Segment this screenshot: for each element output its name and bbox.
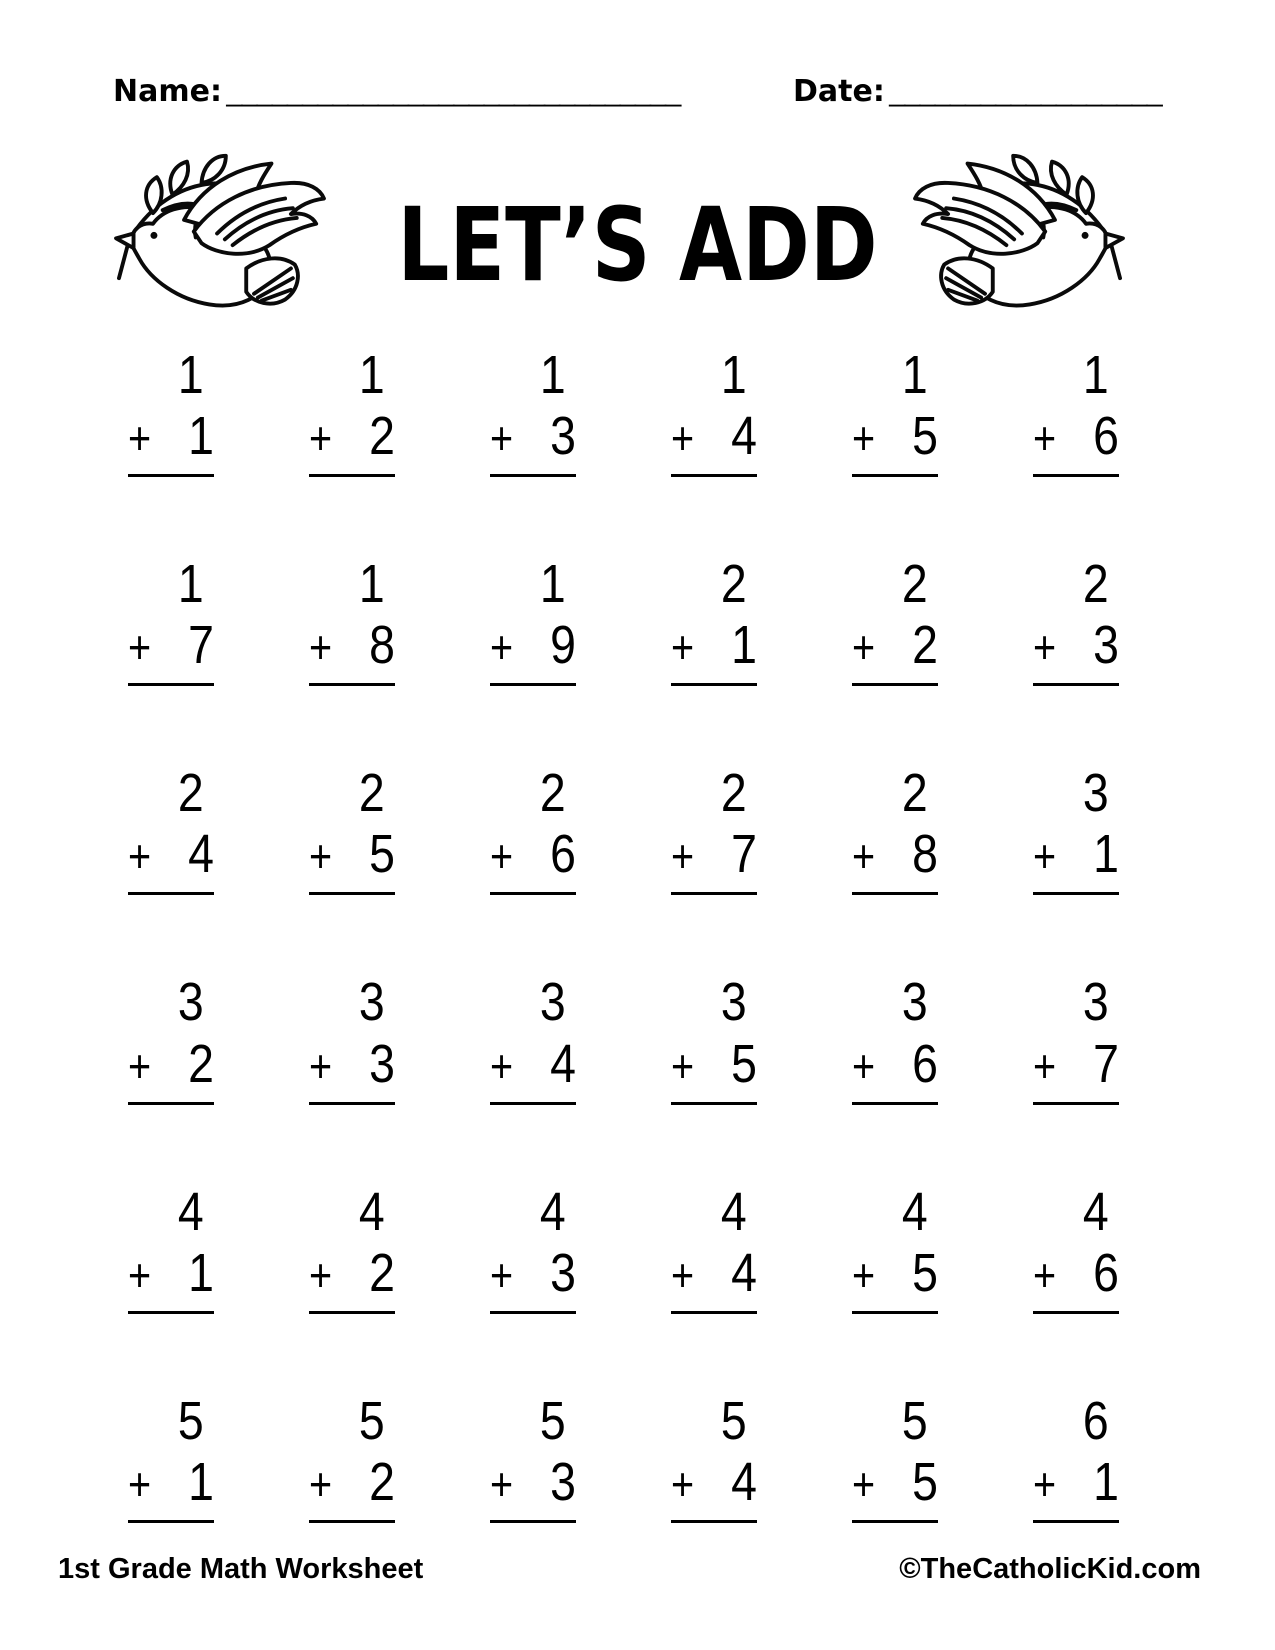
plus-sign: + [308, 830, 332, 883]
bottom-addend: 4 [730, 1242, 757, 1303]
answer-blank [1033, 477, 1119, 499]
plus-sign: + [127, 1039, 151, 1092]
answer-blank [128, 1523, 214, 1545]
addition-problem [489, 1181, 576, 1336]
bottom-addend: 1 [1092, 1451, 1119, 1512]
bottom-addend: 3 [549, 1242, 576, 1303]
addition-problem [851, 763, 938, 917]
addition-problem [308, 1181, 395, 1336]
top-addend: 3 [358, 972, 385, 1033]
addition-problem [127, 972, 214, 1126]
answer-blank [309, 1523, 395, 1545]
bottom-addend: 7 [1092, 1033, 1119, 1094]
addition-problem [1032, 1181, 1119, 1336]
answer-blank [309, 1105, 395, 1127]
top-addend: 2 [177, 763, 204, 824]
plus-sign: + [127, 621, 151, 674]
top-addend: 1 [358, 554, 385, 615]
addition-problem [127, 554, 214, 708]
addition-problem [1032, 763, 1119, 917]
bottom-addend: 2 [187, 1033, 214, 1094]
answer-blank [671, 1523, 757, 1545]
addition-problem [127, 763, 214, 917]
plus-sign: + [489, 830, 513, 883]
answer-blank [852, 895, 938, 917]
addition-problem [308, 972, 395, 1126]
top-addend: 1 [177, 554, 204, 615]
top-addend: 5 [901, 1390, 928, 1451]
top-addend: 4 [720, 1181, 747, 1242]
plus-sign: + [1032, 1457, 1056, 1510]
answer-blank [1033, 686, 1119, 708]
footer-copyright: ©TheCatholicKid.com [899, 1553, 1201, 1585]
answer-blank [1033, 1314, 1119, 1336]
answer-blank [490, 686, 576, 708]
bottom-addend: 2 [368, 406, 395, 467]
name-blank-line: ______________________________ [226, 76, 681, 108]
name-field [113, 74, 680, 109]
plus-sign: + [1032, 1248, 1056, 1301]
answer-blank [852, 1105, 938, 1127]
plus-sign: + [1032, 830, 1056, 883]
top-addend: 2 [358, 763, 385, 824]
answer-blank [309, 477, 395, 499]
bottom-addend: 6 [549, 824, 576, 885]
answer-blank [309, 895, 395, 917]
answer-blank [128, 477, 214, 499]
bottom-addend: 4 [549, 1033, 576, 1094]
addition-problem [489, 972, 576, 1126]
bottom-addend: 9 [549, 615, 576, 676]
top-addend: 3 [1082, 763, 1109, 824]
answer-blank [128, 895, 214, 917]
top-addend: 2 [1082, 554, 1109, 615]
bottom-addend: 1 [187, 1451, 214, 1512]
addition-problem [851, 1390, 938, 1545]
bottom-addend: 1 [187, 1242, 214, 1303]
top-addend: 1 [358, 345, 385, 405]
plus-sign: + [851, 1039, 875, 1092]
plus-sign: + [670, 1039, 694, 1092]
top-addend: 2 [901, 763, 928, 824]
addition-problem [127, 1390, 214, 1545]
bottom-addend: 4 [730, 1451, 757, 1512]
bottom-addend: 6 [1092, 1242, 1119, 1303]
top-addend: 1 [539, 345, 566, 405]
bottom-addend: 5 [911, 1242, 938, 1303]
plus-sign: + [127, 830, 151, 883]
answer-blank [671, 477, 757, 499]
answer-blank [671, 686, 757, 708]
plus-sign: + [670, 621, 694, 674]
answer-blank [852, 686, 938, 708]
addition-problem [670, 1181, 757, 1336]
bottom-addend: 3 [549, 406, 576, 467]
top-addend: 3 [901, 972, 928, 1033]
addition-problem [127, 345, 214, 499]
answer-blank [852, 1314, 938, 1336]
top-addend: 1 [1082, 345, 1109, 405]
answer-blank [671, 1314, 757, 1336]
bottom-addend: 8 [368, 615, 395, 676]
name-label: Name: [113, 74, 222, 109]
addition-problem [489, 1390, 576, 1545]
top-addend: 5 [539, 1390, 566, 1451]
plus-sign: + [308, 1457, 332, 1510]
plus-sign: + [489, 412, 513, 465]
bottom-addend: 1 [187, 406, 214, 467]
top-addend: 1 [539, 554, 566, 615]
bottom-addend: 6 [1092, 406, 1119, 467]
addition-problem [1032, 554, 1119, 708]
plus-sign: + [489, 1248, 513, 1301]
plus-sign: + [489, 1457, 513, 1510]
addition-problem [1032, 345, 1119, 499]
plus-sign: + [308, 412, 332, 465]
top-addend: 4 [901, 1181, 928, 1242]
bottom-addend: 1 [1092, 824, 1119, 885]
bottom-addend: 1 [730, 615, 757, 676]
bottom-addend: 4 [730, 406, 757, 467]
bottom-addend: 2 [368, 1451, 395, 1512]
addition-problem [1032, 972, 1119, 1126]
addition-problem [670, 345, 757, 499]
addition-problem [308, 1390, 395, 1545]
answer-blank [671, 1105, 757, 1127]
addition-problem [851, 554, 938, 708]
answer-blank [1033, 895, 1119, 917]
addition-problem [308, 345, 395, 499]
top-addend: 2 [720, 763, 747, 824]
bottom-addend: 7 [187, 615, 214, 676]
plus-sign: + [851, 1248, 875, 1301]
top-addend: 1 [720, 345, 747, 405]
addition-problem [670, 972, 757, 1126]
top-addend: 5 [358, 1390, 385, 1451]
top-addend: 3 [177, 972, 204, 1033]
addition-problem [489, 763, 576, 917]
plus-sign: + [489, 621, 513, 674]
plus-sign: + [308, 1248, 332, 1301]
plus-sign: + [851, 412, 875, 465]
bottom-addend: 7 [730, 824, 757, 885]
answer-blank [309, 1314, 395, 1336]
addition-problem [308, 763, 395, 917]
answer-blank [128, 686, 214, 708]
plus-sign: + [670, 412, 694, 465]
plus-sign: + [1032, 621, 1056, 674]
top-addend: 3 [720, 972, 747, 1033]
plus-sign: + [670, 1457, 694, 1510]
plus-sign: + [127, 412, 151, 465]
bottom-addend: 5 [368, 824, 395, 885]
date-label: Date: [793, 74, 885, 109]
addition-problem [851, 972, 938, 1126]
top-addend: 5 [177, 1390, 204, 1451]
bottom-addend: 3 [549, 1451, 576, 1512]
top-addend: 1 [901, 345, 928, 405]
addition-problem [670, 1390, 757, 1545]
top-addend: 1 [177, 345, 204, 405]
answer-blank [309, 686, 395, 708]
top-addend: 4 [1082, 1181, 1109, 1242]
bottom-addend: 5 [911, 406, 938, 467]
plus-sign: + [127, 1457, 151, 1510]
addition-problem [489, 554, 576, 708]
dove-with-olive-branch-mirrored-icon [905, 148, 1133, 318]
bottom-addend: 8 [911, 824, 938, 885]
addition-problem [670, 763, 757, 917]
plus-sign: + [489, 1039, 513, 1092]
top-addend: 4 [177, 1181, 204, 1242]
bottom-addend: 4 [187, 824, 214, 885]
answer-blank [490, 1314, 576, 1336]
answer-blank [1033, 1523, 1119, 1545]
top-addend: 3 [1082, 972, 1109, 1033]
addition-problem [670, 554, 757, 708]
plus-sign: + [1032, 1039, 1056, 1092]
problems-grid [80, 345, 1166, 1545]
answer-blank [128, 1314, 214, 1336]
bottom-addend: 6 [911, 1033, 938, 1094]
answer-blank [490, 895, 576, 917]
addition-problem [308, 554, 395, 708]
addition-problem [851, 1181, 938, 1336]
top-addend: 2 [901, 554, 928, 615]
top-addend: 4 [539, 1181, 566, 1242]
answer-blank [128, 1105, 214, 1127]
plus-sign: + [670, 1248, 694, 1301]
top-addend: 2 [539, 763, 566, 824]
plus-sign: + [670, 830, 694, 883]
plus-sign: + [851, 830, 875, 883]
bottom-addend: 5 [911, 1451, 938, 1512]
plus-sign: + [1032, 412, 1056, 465]
top-addend: 2 [720, 554, 747, 615]
bottom-addend: 3 [1092, 615, 1119, 676]
top-addend: 4 [358, 1181, 385, 1242]
top-addend: 3 [539, 972, 566, 1033]
date-field [793, 74, 1162, 109]
addition-problem [489, 345, 576, 499]
answer-blank [1033, 1105, 1119, 1127]
answer-blank [490, 1105, 576, 1127]
addition-problem [127, 1181, 214, 1336]
answer-blank [490, 477, 576, 499]
addition-problem [851, 345, 938, 499]
top-addend: 6 [1082, 1390, 1109, 1451]
plus-sign: + [308, 1039, 332, 1092]
plus-sign: + [308, 621, 332, 674]
answer-blank [490, 1523, 576, 1545]
addition-problem [1032, 1390, 1119, 1545]
worksheet-title: LET’S ADD [397, 186, 878, 305]
bottom-addend: 3 [368, 1033, 395, 1094]
plus-sign: + [851, 621, 875, 674]
answer-blank [671, 895, 757, 917]
bottom-addend: 2 [368, 1242, 395, 1303]
bottom-addend: 5 [730, 1033, 757, 1094]
plus-sign: + [127, 1248, 151, 1301]
footer-worksheet-label: 1st Grade Math Worksheet [58, 1553, 424, 1585]
answer-blank [852, 477, 938, 499]
bottom-addend: 2 [911, 615, 938, 676]
date-blank-line: __________________ [889, 76, 1162, 108]
plus-sign: + [851, 1457, 875, 1510]
answer-blank [852, 1523, 938, 1545]
top-addend: 5 [720, 1390, 747, 1451]
